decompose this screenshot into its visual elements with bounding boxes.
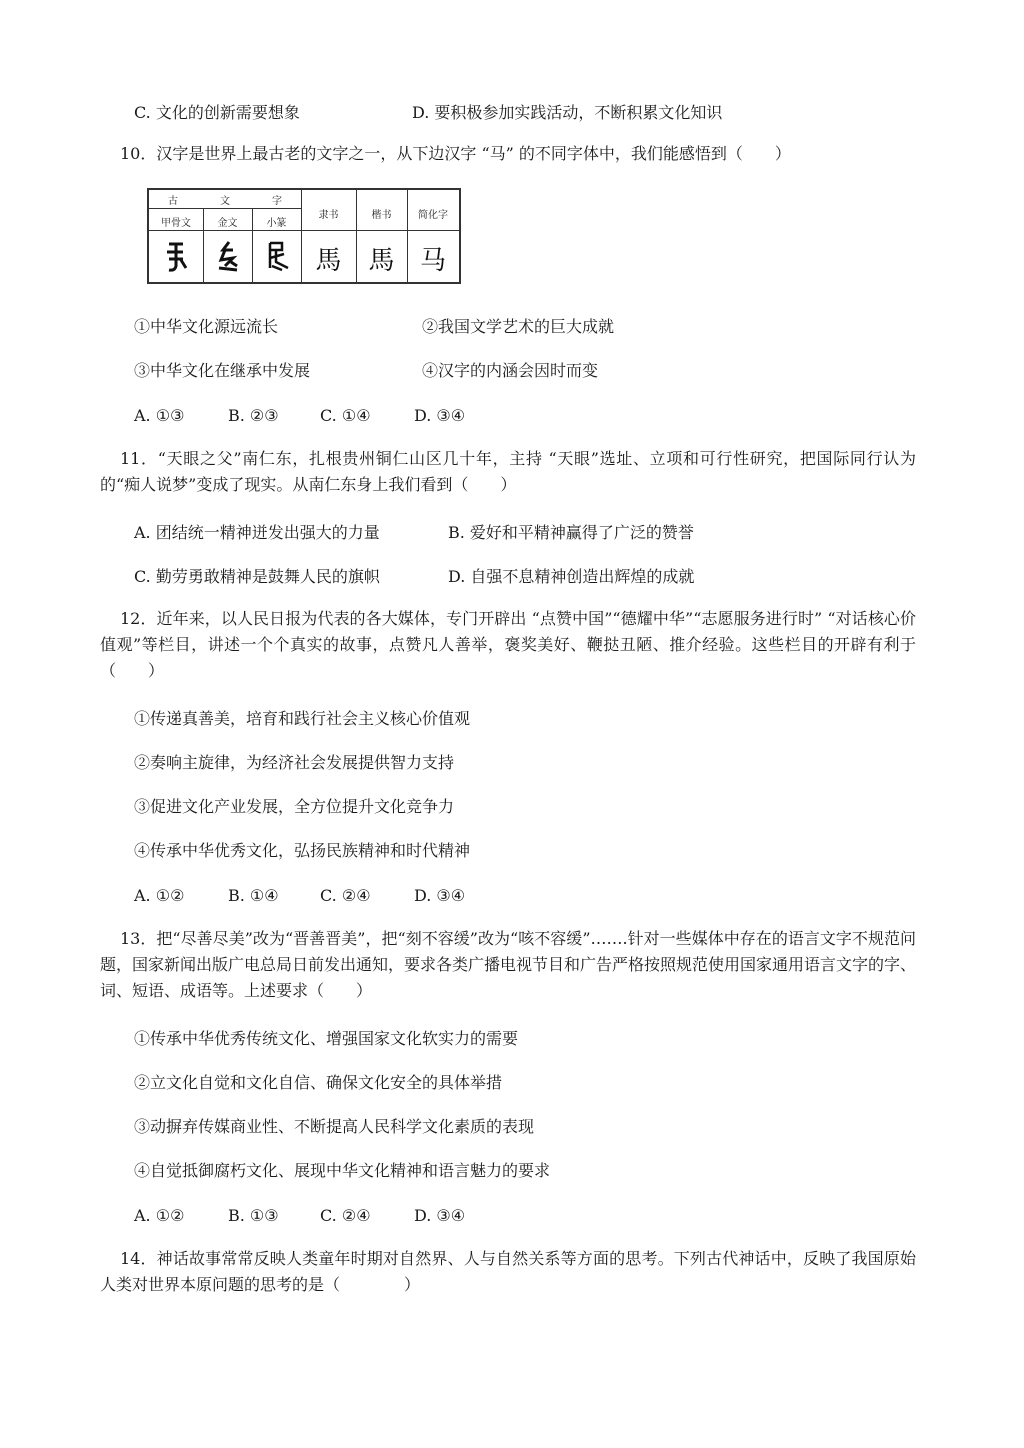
q13-item-1: ①传承中华优秀传统文化、增强国家文化软实力的需要 (134, 1029, 519, 1048)
q10-item-4: ④汉字的内涵会因时而变 (422, 361, 599, 380)
q10-option-d: D. ③④ (414, 406, 466, 425)
q13-item-3: ③动摒弃传媒商业性、不断提高人民科学文化素质的表现 (134, 1117, 535, 1136)
q13-option-b: B. ①③ (228, 1206, 279, 1225)
q10-option-c: C. ①④ (320, 406, 371, 425)
q9-option-d: D. 要积极参加实践活动，不断积累文化知识 (412, 103, 723, 122)
glyph-jiaguwen (149, 240, 203, 281)
table-group-header-1: 古 (168, 196, 178, 207)
q12-item-3: ③促进文化产业发展，全方位提升文化竞争力 (134, 797, 455, 816)
glyph-lishu: 馬 (315, 246, 342, 276)
q9-option-c: C. 文化的创新需要想象 (134, 103, 300, 122)
q12-option-c: C. ②④ (320, 886, 371, 905)
q10-option-a: A. ①③ (134, 406, 185, 425)
glyph-kaishu: 馬 (368, 246, 395, 276)
q12-item-1: ①传递真善美，培育和践行社会主义核心价值观 (134, 709, 471, 728)
q13-stem: 13．把“尽善尽美”改为“晋善晋美”，把“刻不容缓”改为“咳不容缓”…….针对一些媒体中存在的语言文字不规范问题，国家新闻出版广电总局日前发出通知，要求各类广播电视节目和广告严格按照规范使用国家通用语言文字的字、词、短语、成语等。上述要求（ ） (100, 929, 917, 1000)
table-header-xiaozhuan: 小篆 (266, 218, 287, 229)
q11-option-b: B. 爱好和平精神赢得了广泛的赞誉 (448, 523, 694, 542)
q13-option-c: C. ②④ (320, 1206, 371, 1225)
q12-item-2: ②奏响主旋律，为经济社会发展提供智力支持 (134, 753, 455, 772)
q13-item-2: ②立文化自觉和文化自信、确保文化安全的具体举措 (134, 1073, 503, 1092)
glyph-jianhuazi: 马 (419, 246, 446, 276)
glyph-jinwen (203, 240, 252, 281)
table-header-kaishu: 楷书 (371, 210, 392, 221)
q12-option-a: A. ①② (134, 886, 185, 905)
q13-option-a: A. ①② (134, 1206, 185, 1225)
q14-stem: 14．神话故事常常反映人类童年时期对自然界、人与自然关系等方面的思考。下列古代神话中，反映了我国原始人类对世界本原问题的思考的是（ ） (100, 1249, 916, 1294)
q13-option-d: D. ③④ (414, 1206, 466, 1225)
table-header-lishu: 隶书 (318, 210, 339, 221)
table-header-jianhuazi: 简化字 (418, 210, 448, 221)
q10-option-b: B. ②③ (228, 406, 279, 425)
ma-script-table (147, 188, 461, 284)
q13-item-4: ④自觉抵御腐朽文化、展现中华文化精神和语言魅力的要求 (134, 1161, 551, 1180)
table-header-jinwen: 金文 (217, 218, 238, 229)
q12-item-4: ④传承中华优秀文化，弘扬民族精神和时代精神 (134, 841, 471, 860)
q10-item-2: ②我国文学艺术的巨大成就 (422, 317, 615, 336)
q10-item-1: ①中华文化源远流长 (134, 317, 279, 336)
glyph-xiaozhuan (252, 240, 301, 281)
q10-item-3: ③中华文化在继承中发展 (134, 361, 311, 380)
q12-stem: 12．近年来，以人民日报为代表的各大媒体，专门开辟出 “点赞中国”“德耀中华”“志愿服务进行时” “对话核心价值观”等栏目，讲述一个个真实的故事，点赞凡人善举，褒奖美好、鞭挞丑陋、推介经验。这些栏目的开辟有利于（ ） (100, 609, 916, 680)
q12-option-d: D. ③④ (414, 886, 466, 905)
q11-option-c: C. 勤劳勇敢精神是鼓舞人民的旗帜 (134, 567, 380, 586)
q10-stem: 10．汉字是世界上最古老的文字之一，从下边汉字 “马” 的不同字体中，我们能感悟到（ ） (120, 144, 791, 163)
q11-option-d: D. 自强不息精神创造出辉煌的成就 (448, 567, 695, 586)
table-group-header-3: 字 (272, 196, 282, 207)
q12-option-b: B. ①④ (228, 886, 279, 905)
q11-option-a: A. 团结统一精神迸发出强大的力量 (134, 523, 380, 542)
q11-stem: 11．“天眼之父”南仁东，扎根贵州铜仁山区几十年，主持 “天眼”选址、立项和可行性研究，把国际同行认为的“痴人说梦”变成了现实。从南仁东身上我们看到（ ） (100, 449, 916, 494)
table-group-header-2: 文 (220, 196, 230, 207)
table-header-jiaguwen: 甲骨文 (161, 218, 191, 229)
